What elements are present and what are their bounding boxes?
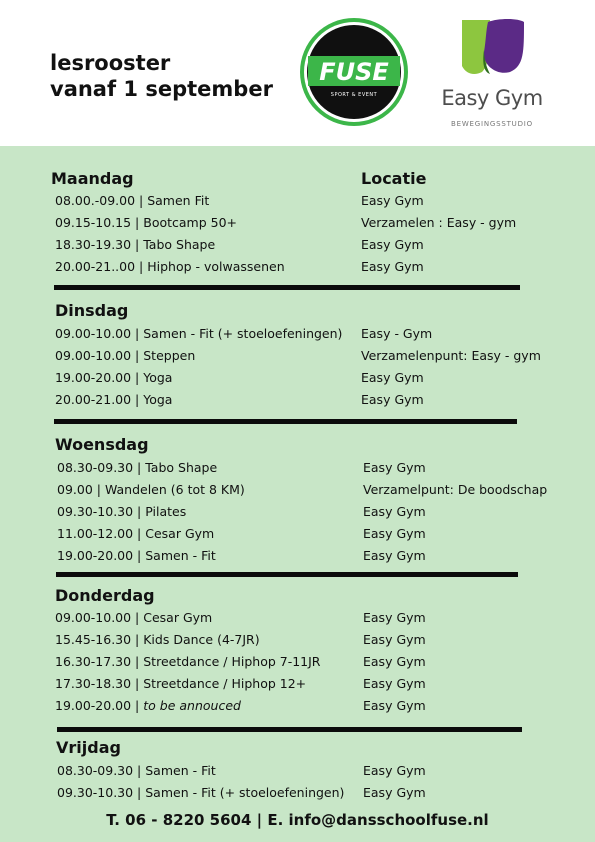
class-time: 08.30-09.30 | Tabo Shape xyxy=(57,460,218,475)
class-time: 09.00-10.00 | Steppen xyxy=(55,348,196,363)
class-time: 20.00-21..00 | Hiphop - volwassenen xyxy=(55,259,285,274)
section-divider xyxy=(54,285,520,290)
day-heading-donderdag: Donderdag xyxy=(55,586,155,605)
fuse-logo xyxy=(296,14,412,130)
class-location: Easy Gym xyxy=(363,763,426,778)
class-location: Easy Gym xyxy=(361,392,424,407)
location-column-header: Locatie xyxy=(361,169,427,188)
class-location: Easy Gym xyxy=(361,193,424,208)
header xyxy=(0,0,595,146)
class-location: Easy Gym xyxy=(363,460,426,475)
class-time: 09.00 | Wandelen (6 tot 8 KM) xyxy=(57,482,245,497)
class-location: Easy Gym xyxy=(363,504,426,519)
class-time: 09.30-10.30 | Pilates xyxy=(57,504,187,519)
class-time: 11.00-12.00 | Cesar Gym xyxy=(57,526,215,541)
class-location: Easy Gym xyxy=(363,676,426,691)
class-location: Easy Gym xyxy=(361,237,424,252)
class-time: 08.30-09.30 | Samen - Fit xyxy=(57,763,216,778)
section-divider xyxy=(56,572,518,577)
class-time-tbd: to be annouced xyxy=(143,698,241,713)
class-location: Easy Gym xyxy=(363,785,426,800)
class-time: 09.15-10.15 | Bootcamp 50+ xyxy=(55,215,238,230)
title-line-1: lesrooster xyxy=(50,51,171,75)
class-time xyxy=(55,698,241,714)
easygym-logo-mark xyxy=(440,16,546,130)
class-location: Easy Gym xyxy=(363,654,426,669)
class-location: Verzamelpunt: De boodschap xyxy=(363,482,548,497)
class-time: 09.00-10.00 | Samen - Fit (+ stoeloefeningen) xyxy=(55,326,343,341)
class-location: Easy Gym xyxy=(361,370,424,385)
class-time: 08.00.-09.00 | Samen Fit xyxy=(55,193,210,208)
day-heading-maandag: Maandag xyxy=(51,169,134,188)
class-location: Easy Gym xyxy=(363,698,426,713)
contact-footer: T. 06 - 8220 5604 | E. info@dansschoolfuse.nl xyxy=(106,811,489,829)
class-location: Easy Gym xyxy=(363,548,426,563)
class-time: 19.00-20.00 | Samen - Fit xyxy=(57,548,216,563)
class-location: Easy Gym xyxy=(363,610,426,625)
class-time: 09.00-10.00 | Cesar Gym xyxy=(55,610,213,625)
class-location: Easy Gym xyxy=(361,259,424,274)
page-title xyxy=(50,50,273,102)
class-location: Verzamelenpunt: Easy - gym xyxy=(361,348,541,363)
class-time: 17.30-18.30 | Streetdance / Hiphop 12+ xyxy=(55,676,307,691)
class-location: Easy Gym xyxy=(363,526,426,541)
easygym-subtitle: BEWEGINGSSTUDIO xyxy=(451,120,533,128)
class-location: Easy - Gym xyxy=(361,326,433,341)
class-time: 09.30-10.30 | Samen - Fit (+ stoeloefeningen) xyxy=(57,785,345,800)
fuse-logo-subtext: SPORT & EVENT xyxy=(330,92,378,98)
class-location: Easy Gym xyxy=(363,632,426,647)
class-time: 15.45-16.30 | Kids Dance (4-7JR) xyxy=(55,632,260,647)
section-divider xyxy=(54,419,517,424)
day-heading-dinsdag: Dinsdag xyxy=(55,301,129,320)
class-location: Verzamelen : Easy - gym xyxy=(361,215,517,230)
class-time: 18.30-19.30 | Tabo Shape xyxy=(55,237,216,252)
class-time-prefix: 19.00-20.00 | xyxy=(55,698,144,713)
day-heading-woensdag: Woensdag xyxy=(55,435,149,454)
class-time: 20.00-21.00 | Yoga xyxy=(55,392,173,407)
fuse-logo-text: FUSE xyxy=(319,58,389,86)
class-time: 19.00-20.00 | Yoga xyxy=(55,370,173,385)
day-heading-vrijdag: Vrijdag xyxy=(56,738,121,757)
easygym-name: Easy Gym xyxy=(441,86,543,110)
class-time: 16.30-17.30 | Streetdance / Hiphop 7-11JR xyxy=(55,654,321,669)
title-line-2: vanaf 1 september xyxy=(50,77,273,101)
section-divider xyxy=(57,727,522,732)
